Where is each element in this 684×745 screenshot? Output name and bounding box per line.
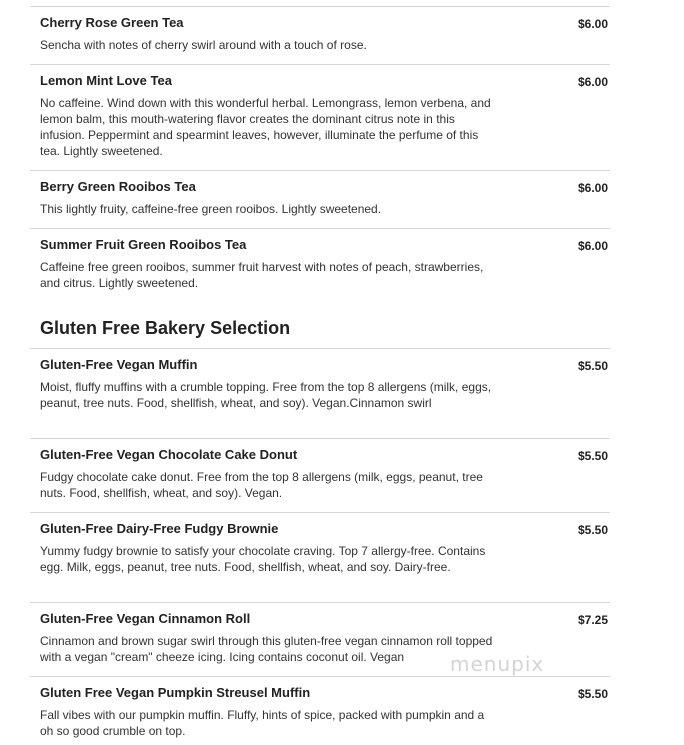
menu-item[interactable]: [30, 348, 610, 439]
item-price: $7.25: [577, 613, 608, 627]
item-price: $5.50: [577, 687, 608, 701]
item-description: Fall vibes with our pumpkin muffin. Fluffy, hints of spice, packed with pumpkin and a oh so good crumble on top.: [40, 708, 485, 738]
section-title: Gluten Free Bakery Selection: [40, 318, 291, 338]
item-description: Yummy fudgy brownie to satisfy your chocolate craving. Top 7 allergy-free. Contains egg. Milk, eggs, peanut, tree nuts. Food, shellfish, wheat, and soy. Dairy-free.: [40, 544, 486, 574]
menu-item[interactable]: [30, 512, 610, 603]
item-description: Moist, fluffy muffins with a crumble topping. Free from the top 8 allergens (milk, eggs, peanut, tree nuts. Food, shellfish, wheat, and soy). Vegan.Cinnamon swirl: [40, 380, 492, 410]
item-price: $6.00: [577, 181, 608, 195]
menu-item[interactable]: [30, 6, 610, 65]
item-description: Caffeine free green rooibos, summer fruit harvest with notes of peach, strawberries, and citrus. Lightly sweetened.: [40, 260, 484, 290]
menu-item[interactable]: [30, 170, 610, 229]
item-name: Gluten-Free Dairy-Free Fudgy Brownie: [40, 521, 279, 536]
item-price: $5.50: [577, 523, 608, 537]
item-name: Lemon Mint Love Tea: [40, 73, 172, 88]
item-price: $6.00: [577, 239, 608, 253]
item-name: Gluten-Free Vegan Cinnamon Roll: [40, 611, 251, 626]
item-price: $6.00: [577, 75, 608, 89]
menu-item[interactable]: [30, 438, 610, 513]
menu-item[interactable]: [30, 676, 610, 745]
item-name: Berry Green Rooibos Tea: [40, 179, 196, 194]
item-description: Cinnamon and brown sugar swirl through this gluten-free vegan cinnamon roll topped with a vegan "cream" cheeze icing. Icing contains coconut oil. Vegan: [40, 634, 493, 664]
item-price: $5.50: [577, 359, 608, 373]
item-price: $6.00: [577, 17, 608, 31]
item-name: Gluten-Free Vegan Muffin: [40, 357, 198, 372]
menu-item[interactable]: [30, 228, 610, 303]
item-name: Summer Fruit Green Rooibos Tea: [40, 237, 247, 252]
item-description: No caffeine. Wind down with this wonderful herbal. Lemongrass, lemon verbena, and lemon balm, this mouth-watering flavor creates the dominant citrus note in this infusion. Peppermint and spearmint leaves, however, illuminate the perfume of this tea. Lightly sweetened.: [40, 96, 491, 158]
menu-item[interactable]: [30, 64, 610, 171]
item-description: Fudgy chocolate cake donut. Free from the top 8 allergens (milk, eggs, peanut, tree nuts. Food, shellfish, wheat, and soy). Vegan.: [40, 470, 483, 500]
item-description: This lightly fruity, caffeine-free green rooibos. Lightly sweetened.: [40, 202, 382, 216]
item-description: Sencha with notes of cherry swirl around with a touch of rose.: [40, 38, 367, 52]
item-name: Cherry Rose Green Tea: [40, 15, 184, 30]
item-name: Gluten-Free Vegan Chocolate Cake Donut: [40, 447, 298, 462]
item-price: $5.50: [577, 449, 608, 463]
item-name: Gluten Free Vegan Pumpkin Streusel Muffin: [40, 685, 311, 700]
watermark: menupix: [450, 652, 545, 676]
